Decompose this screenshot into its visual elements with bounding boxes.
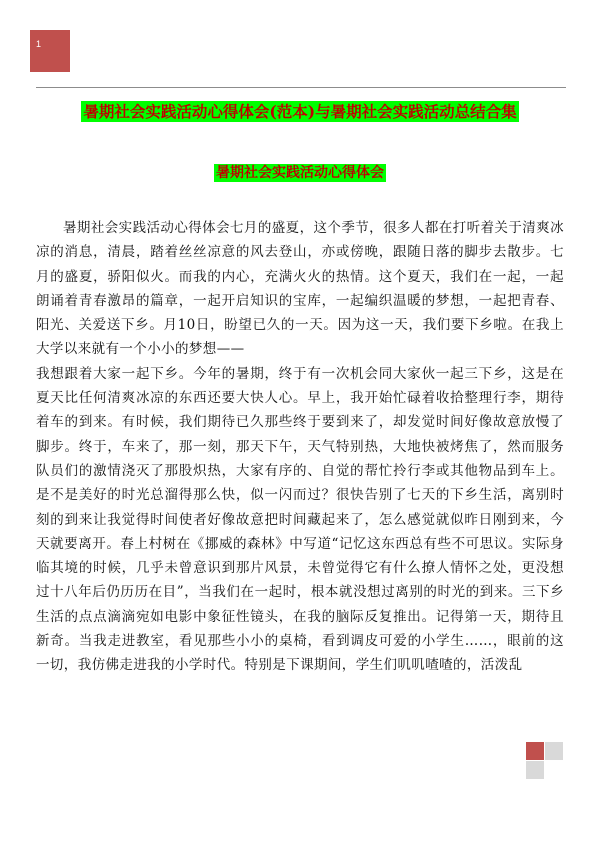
section-title-text: 暑期社会实践活动心得体会 xyxy=(216,165,384,181)
paragraph: 暑期社会实践活动心得体会七月的盛夏，这个季节，很多人都在打听着关于清爽冰凉的消息，清晨，踏着丝丝凉意的风去登山，亦或傍晚，跟随日落的脚步去散步。七月的盛夏，骄阳似火。而我的内心，充满火火的热情。这个夏天，我们在一起，一起朗诵着青春激昂的篇章，一起开启知识的宝库，一起编织温暖的梦想，一起把青春、阳光、关爱送下乡。月10日，盼望已久的一天。因为这一天，我们要下乡啦。在我上大学以来就有一个小小的梦想—— xyxy=(36,220,564,358)
body-text xyxy=(36,216,564,678)
page-number: 1 xyxy=(36,39,42,49)
corner-decoration-gray xyxy=(545,742,563,760)
corner-decoration-gray xyxy=(526,761,544,779)
header-divider xyxy=(36,87,566,88)
corner-decoration-red xyxy=(526,742,544,760)
document-title-text: 暑期社会实践活动心得体会(范本)与暑期社会实践活动总结合集 xyxy=(83,102,517,121)
document-title xyxy=(0,101,600,123)
section-title xyxy=(0,163,600,183)
page-number-badge xyxy=(30,30,70,72)
paragraph: 我想跟着大家一起下乡。今年的暑期，终于有一次机会同大家伙一起三下乡，这是在夏天比任何清爽冰凉的东西还要大快人心。早上，我开始忙碌着收拾整理行李，期待着车的到来。有时候，我们期待已久那些终于要到来了，却发觉时间好像故意放慢了脚步。终于，车来了，那一刻，那天下午，天气特别热，大地快被烤焦了，然而服务队员们的激情浇灭了那股炽热，大家有序的、自觉的帮忙拎行李或其他物品到车上。是不是美好的时光总溜得那么快，似一闪而过？很快告别了七天的下乡生活，离别时刻的到来让我觉得时间使者好像故意把时间藏起来了，怎么感觉就似昨日刚到来，今天就要离开。春上村树在《挪威的森林》中写道“记忆这东西总有些不可思议。实际身临其境的时候，几乎未曾意识到那片风景，未曾觉得它有什么撩人情怀之处，更没想过十八年后仍历历在目”，当我们在一起时，根本就没想过离别的时光的到来。三下乡生活的点点滴滴宛如电影中象征性镜头，在我的脑际反复推出。记得第一天，期待且新奇。当我走进教室，看见那些小小的桌椅，看到调皮可爱的小学生……，眼前的这一切，我仿佛走进我的小学时代。特别是下课期间，学生们叽叽喳喳的，活泼乱 xyxy=(36,365,564,674)
